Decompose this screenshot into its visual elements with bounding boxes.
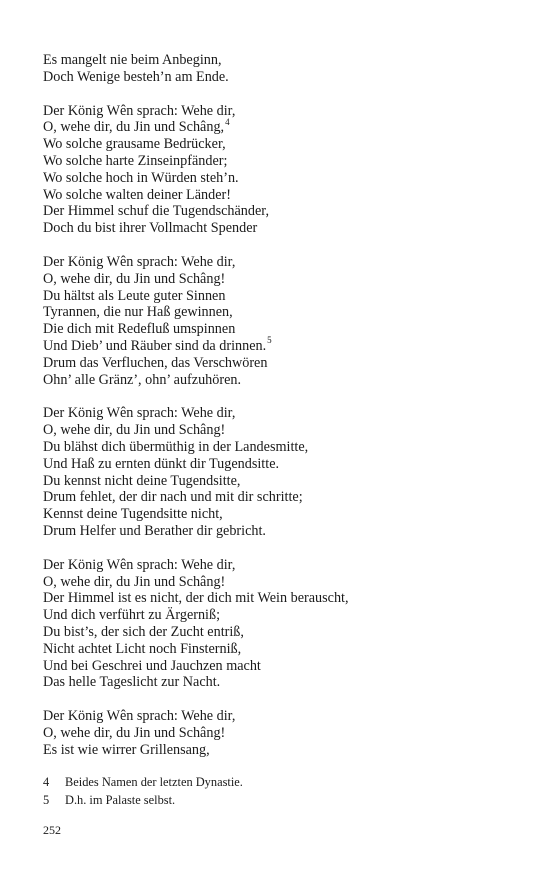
verse-text: Wo solche walten deiner Länder! bbox=[43, 186, 231, 203]
verse-text: Der König Wên sprach: Wehe dir, bbox=[43, 102, 236, 119]
verse-line bbox=[43, 335, 513, 355]
verse-text: O, wehe dir, du Jin und Schâng! bbox=[43, 573, 226, 590]
verse-text: Es mangelt nie beim Anbeginn, bbox=[43, 52, 222, 68]
verse-line bbox=[43, 170, 513, 187]
verse-line bbox=[43, 439, 513, 456]
verse-line bbox=[43, 355, 513, 372]
verse-text: Und bei Geschrei und Jauchzen macht bbox=[43, 657, 261, 674]
verse-line bbox=[43, 473, 513, 490]
verse-text: Ohn’ alle Gränz’, ohn’ aufzuhören. bbox=[43, 371, 242, 388]
verse-line bbox=[43, 456, 513, 473]
verse-line bbox=[43, 203, 513, 220]
verse-text: Drum fehlet, der dir nach und mit dir schritte; bbox=[43, 489, 303, 506]
verse-text: Du kennst nicht deine Tugendsitte, bbox=[43, 472, 241, 489]
stanza bbox=[43, 708, 513, 758]
verse-line bbox=[43, 658, 513, 675]
verse-line bbox=[43, 116, 513, 136]
stanza bbox=[43, 405, 513, 539]
verse-text: Der König Wên sprach: Wehe dir, bbox=[43, 708, 236, 725]
verse-line bbox=[43, 372, 513, 389]
verse-line bbox=[43, 590, 513, 607]
verse-line bbox=[43, 103, 513, 120]
verse-text: O, wehe dir, du Jin und Schâng! bbox=[43, 724, 226, 741]
verse-line bbox=[43, 742, 513, 759]
verse-line bbox=[43, 506, 513, 523]
verse-text: Doch du bist ihrer Vollmacht Spender bbox=[43, 220, 258, 237]
footnote-text: D.h. im Palaste selbst. bbox=[65, 793, 176, 807]
verse-line bbox=[43, 674, 513, 691]
verse-line bbox=[43, 557, 513, 574]
footnote bbox=[43, 791, 513, 809]
verse-text: O, wehe dir, du Jin und Schâng! bbox=[43, 422, 226, 439]
stanza bbox=[43, 557, 513, 691]
footnote-number: 4 bbox=[43, 775, 50, 789]
verse-text: Die dich mit Redefluß umspinnen bbox=[43, 321, 236, 338]
verse-line bbox=[43, 489, 513, 506]
poem-body bbox=[43, 52, 513, 775]
footnote-text: Beides Namen der letzten Dynastie. bbox=[65, 775, 243, 789]
verse-line bbox=[43, 523, 513, 540]
verse-text: Der Himmel ist es nicht, der dich mit Wein berauscht, bbox=[43, 590, 349, 607]
verse-text: Und dich verführt zu Ärgerniß; bbox=[43, 607, 221, 624]
footnote-reference: 5 bbox=[267, 335, 272, 346]
verse-line bbox=[43, 271, 513, 288]
footnote-reference: 4 bbox=[225, 116, 230, 127]
verse-text: Du hältst als Leute guter Sinnen bbox=[43, 287, 226, 304]
verse-line bbox=[43, 304, 513, 321]
verse-text: Tyrannen, die nur Haß gewinnen, bbox=[43, 304, 233, 321]
verse-text: Wo solche grausame Bedrücker, bbox=[43, 136, 226, 153]
verse-line bbox=[43, 69, 513, 86]
page-number: 252 bbox=[43, 823, 61, 837]
verse-line bbox=[43, 288, 513, 305]
verse-line bbox=[43, 708, 513, 725]
verse-text: Wo solche harte Zinseinpfänder; bbox=[43, 152, 228, 169]
verse-text: Das helle Tageslicht zur Nacht. bbox=[43, 674, 221, 691]
verse-line bbox=[43, 136, 513, 153]
verse-text: Und Dieb’ und Räuber sind da drinnen. bbox=[43, 337, 267, 354]
footnote-number: 5 bbox=[43, 793, 50, 807]
stanza bbox=[43, 254, 513, 388]
verse-text: Du blähst dich übermüthig in der Landesmitte, bbox=[43, 438, 309, 455]
verse-text: Du bist’s, der sich der Zucht entriß, bbox=[43, 623, 244, 640]
verse-line bbox=[43, 52, 513, 69]
verse-line bbox=[43, 405, 513, 422]
verse-text: O, wehe dir, du Jin und Schâng! bbox=[43, 270, 226, 287]
verse-text: Doch Wenige besteh’n am Ende. bbox=[43, 68, 229, 85]
verse-text: Drum das Verfluchen, das Verschwören bbox=[43, 354, 268, 371]
verse-text: Drum Helfer und Berather dir gebricht. bbox=[43, 522, 266, 539]
verse-line bbox=[43, 607, 513, 624]
verse-text: Der Himmel schuf die Tugendschänder, bbox=[43, 203, 269, 220]
verse-line bbox=[43, 254, 513, 271]
verse-text: Wo solche hoch in Würden steh’n. bbox=[43, 169, 239, 186]
verse-text: Der König Wên sprach: Wehe dir, bbox=[43, 253, 236, 270]
verse-line bbox=[43, 220, 513, 237]
verse-text: Nicht achtet Licht noch Finsterniß, bbox=[43, 640, 242, 657]
verse-text: Der König Wên sprach: Wehe dir, bbox=[43, 405, 236, 422]
verse-text: Kennst deine Tugendsitte nicht, bbox=[43, 506, 223, 523]
verse-line bbox=[43, 574, 513, 591]
footnotes bbox=[43, 773, 513, 809]
verse-text: Der König Wên sprach: Wehe dir, bbox=[43, 556, 236, 573]
verse-text: O, wehe dir, du Jin und Schâng, bbox=[43, 119, 225, 136]
verse-line bbox=[43, 624, 513, 641]
verse-text: Es ist wie wirrer Grillensang, bbox=[43, 741, 210, 758]
verse-text: Und Haß zu ernten dünkt dir Tugendsitte. bbox=[43, 455, 280, 472]
stanza bbox=[43, 52, 513, 86]
verse-line bbox=[43, 321, 513, 338]
footnote bbox=[43, 773, 513, 791]
verse-line bbox=[43, 725, 513, 742]
verse-line bbox=[43, 153, 513, 170]
verse-line bbox=[43, 641, 513, 658]
verse-line bbox=[43, 187, 513, 204]
verse-line bbox=[43, 422, 513, 439]
stanza bbox=[43, 103, 513, 237]
